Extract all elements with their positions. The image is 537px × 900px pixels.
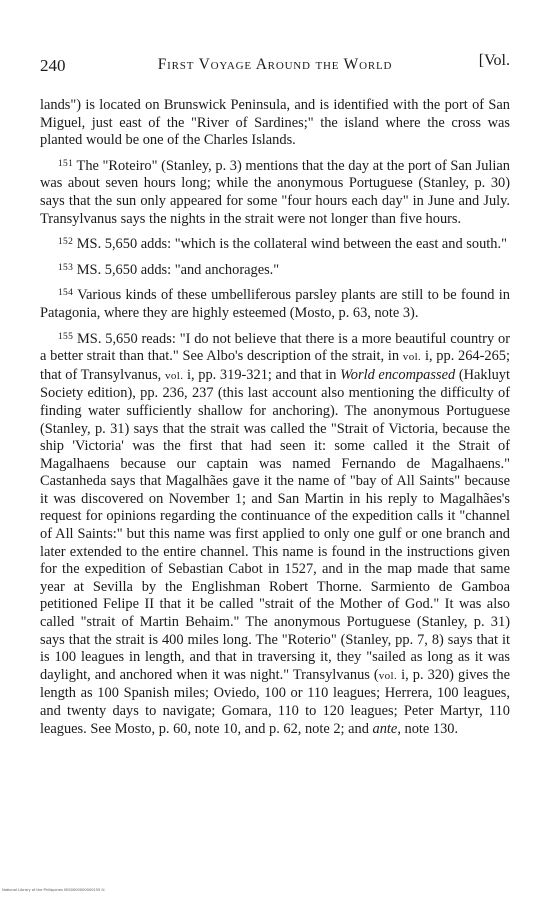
running-header bbox=[40, 52, 510, 78]
running-title: First Voyage Around the World bbox=[157, 56, 393, 73]
footnote-text: i, p. 320) gives the length as 100 Spanish miles; Oviedo, 100 or 110 leagues; Herrera, 100 leagues, and twenty days to navigate; Gomara, 110 to 120 leagues; Peter Martyr, 110 leagues. See Mosto, p. 60, note 10, and p. 62, note 2; and bbox=[40, 666, 510, 737]
footnote-text: Various kinds of these umbelliferous parsley plants are still to be found in Patagonia, where they are highly esteemed (Mosto, p. 63, note 3). bbox=[40, 287, 510, 321]
volume-abbrev: vol. bbox=[164, 369, 184, 382]
footnote-155 bbox=[40, 329, 510, 739]
library-watermark: National Library of the Philippines ISIS0000000000155 lil bbox=[2, 888, 105, 892]
footnote-151 bbox=[40, 156, 510, 228]
footnote-number: 152 bbox=[58, 237, 74, 248]
footnote-text: MS. 5,650 adds: "and anchorages." bbox=[76, 261, 280, 278]
footnote-text: The "Roteiro" (Stanley, p. 3) mentions that the day at the port of San Julian was about seven hours long; while the anonymous Portuguese (Stanley, p. 30) says that the sun only appeared for some "four hours each day" in June and July. Transylvanus says the nights in the strait were not longer than five hours. bbox=[40, 157, 510, 227]
volume-abbrev: vol. bbox=[378, 669, 398, 682]
footnote-number: 155 bbox=[58, 331, 74, 342]
footnote-154 bbox=[40, 285, 510, 322]
volume-marker: [Vol. bbox=[478, 52, 510, 69]
footnote-text: MS. 5,650 adds: "which is the collateral wind between the east and south." bbox=[76, 236, 507, 253]
volume-abbrev: vol. bbox=[402, 351, 422, 364]
footnote-text: i, pp. 319-321; and that in bbox=[183, 366, 341, 383]
italic-title: World encompassed bbox=[340, 366, 456, 383]
paragraph-text: lands") is located on Brunswick Peninsula, and is identified with the port of San Miguel, just east of the "River of Sardines;" the island where the cross was planted would be one of the Charles Islands. bbox=[40, 97, 510, 149]
italic-ref: ante bbox=[372, 720, 398, 737]
footnote-text: MS. 5,650 reads: "I do not believe that there is a more beautiful country or a better strait than that." See Albo's description of the strait, in bbox=[40, 330, 510, 365]
footnote-text: , note 130. bbox=[397, 720, 459, 737]
footnote-text: (Hakluyt Society edition), pp. 236, 237 (this last account also mentioning the difficulty of finding water sufficiently shallow for anchoring). The anonymous Portuguese (Stanley, p. 31) says that the strait was called the "Strait of Victoria, because the ship 'Victoria' was the first that had seen it: some called it the Strait of Magalhaens because our captain was named Fernando de Magalhaens." Castanheda says that Magalhães gave it the name of "bay of All Saints" because it was discovered on November 1; and San Martin in his reply to Magalhães's request for opinions regarding the continuance of the expedition calls it "channel of All Saints:" but this name was first applied to only one gulf or one branch and later extended to the entire channel. This name is found in the instructions given for the expedition of Sebastian Cabot in 1527, and in the map made that same year at Sevilla by the Englishman Robert Thorne. Sarmiento de Gamboa petitioned Felipe II that it be called "strait of the Mother of God." It was also called "strait of Martin Behaim." The anonymous Portuguese (Stanley, p. 31) says that the strait is 400 miles long. The "Roterio" (Stanley, pp. 7, 8) says that it is 100 leagues in length, and that in traversing it, they "sailed as long as it was daylight, and anchored when it was night." Transylvanus ( bbox=[40, 366, 510, 683]
footnote-152 bbox=[40, 234, 510, 254]
page-number: 240 bbox=[40, 56, 66, 75]
footnote-number: 151 bbox=[58, 158, 74, 169]
page-body bbox=[40, 97, 510, 744]
paragraph-continued bbox=[40, 97, 510, 150]
footnote-text: i, pp. 264-265; that of Transylvanus, bbox=[40, 348, 511, 383]
footnote-153 bbox=[40, 260, 510, 280]
footnote-number: 154 bbox=[58, 288, 74, 299]
footnote-number: 153 bbox=[58, 262, 74, 273]
